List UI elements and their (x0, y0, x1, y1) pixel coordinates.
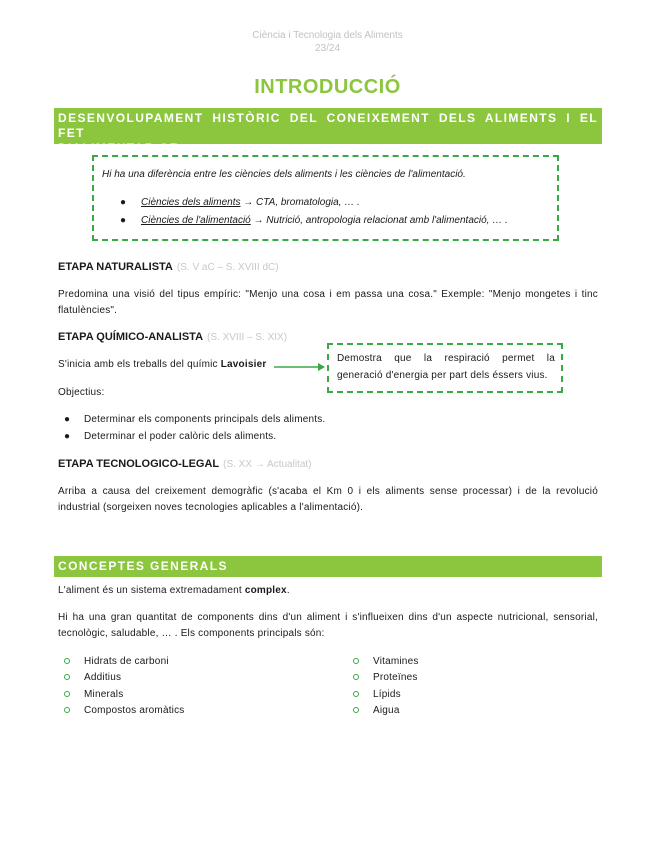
bullet-term: Ciències dels aliments (141, 197, 241, 208)
paragraph-line (58, 585, 290, 596)
heading-title: ETAPA QUÍMICO-ANALISTA (58, 331, 204, 343)
bullet-term: Ciències de l'alimentació (141, 215, 251, 226)
paragraph-line: flatulències". (58, 305, 118, 316)
bullet-icon: ● (64, 414, 71, 425)
circle-bullet-icon (64, 656, 70, 667)
component-text: Lípids (373, 689, 401, 700)
paragraph-line: Predomina una visió del tipus empíric: "Menjo una cosa i em passa una cosa." Exemple: "Menjo mongetes i tinc (58, 289, 598, 300)
header-year: 23/24 (314, 43, 341, 54)
heading-etapa-quimico (58, 331, 287, 343)
paragraph-line: tecnològic, saludable, … . Els components principals són: (58, 628, 325, 639)
box-line: Demostra que la respiració permet la (337, 353, 555, 364)
paragraph-line: industrial (sorgeixen noves tecnologies aplicables a l'alimentació). (58, 502, 364, 513)
bold-word: complex (244, 585, 287, 596)
section-banner-conceptes: CONCEPTES GENERALS (54, 556, 602, 577)
section-banner-line1: DESENVOLUPAMENT HISTÒRIC DEL CONEIXEMENT DELS ALIMENTS I EL FET (58, 111, 598, 140)
bullet-rest: → Nutrició, antropologia relacionat amb l'alimentació, … . (250, 215, 508, 226)
heading-title: ETAPA NATURALISTA (58, 261, 173, 273)
objectiu-text: Determinar els components principals dels aliments. (84, 414, 326, 425)
component-text: Additius (84, 672, 122, 683)
section-banner-history (54, 108, 602, 155)
text-prefix: S'inicia amb els treballs del químic (58, 359, 221, 370)
bullet-icon: ● (120, 197, 127, 208)
paragraph-line: Hi ha una gran quantitat de components dins d'un aliment i s'influeixen dins d'un aspecte nutricional, sensorial, (58, 612, 598, 623)
bullet-rest: → CTA, bromatologia, … . (240, 197, 360, 208)
bullet-icon: ● (64, 431, 71, 442)
definition-intro: Hi ha una diferència entre les ciències dels aliments i les ciències de l'alimentació. (102, 169, 466, 180)
heading-period: (S. XX → Actualitat) (223, 459, 312, 470)
box-line: generació d'energia per part dels éssers vius. (337, 370, 548, 381)
heading-period: (S. V aC – S. XVIII dC) (176, 262, 279, 273)
heading-period: (S. XVIII – S. XIX) (207, 332, 288, 343)
component-text: Proteïnes (373, 672, 418, 683)
definition-box (92, 155, 559, 241)
circle-bullet-icon (353, 689, 359, 700)
bullet-icon: ● (120, 215, 127, 226)
objectiu-text: Determinar el poder calòric dels aliments. (84, 431, 277, 442)
heading-etapa-tecnologico (58, 458, 312, 470)
section-banner-line2: D'ALIMENTAR-SE (58, 141, 179, 155)
text-suffix: . (286, 585, 290, 596)
component-text: Minerals (84, 689, 124, 700)
component-text: Hidrats de carboni (84, 656, 169, 667)
circle-bullet-icon (64, 705, 70, 716)
circle-bullet-icon (64, 689, 70, 700)
circle-bullet-icon (353, 656, 359, 667)
arrow-right-icon (274, 361, 326, 373)
objectius-label: Objectius: (58, 387, 105, 398)
circle-bullet-icon (353, 705, 359, 716)
header-course: Ciència i Tecnologia dels Aliments (252, 30, 403, 41)
lavoisier-box (327, 343, 563, 393)
page-title: INTRODUCCIÓ (254, 76, 401, 98)
component-text: Aigua (373, 705, 400, 716)
component-text: Compostos aromàtics (84, 705, 185, 716)
heading-etapa-naturalista (58, 261, 279, 273)
component-text: Vitamines (373, 656, 419, 667)
lavoisier-name: Lavoisier (220, 359, 267, 370)
paragraph-line (58, 359, 266, 370)
circle-bullet-icon (353, 672, 359, 683)
circle-bullet-icon (64, 672, 70, 683)
text-prefix: L'aliment és un sistema extremadament (58, 585, 245, 596)
heading-title: ETAPA TECNOLOGICO-LEGAL (58, 458, 220, 470)
paragraph-line: Arriba a causa del creixement demogràfic (s'acaba el Km 0 i els aliments sense processar) i de la revolució (58, 486, 598, 497)
